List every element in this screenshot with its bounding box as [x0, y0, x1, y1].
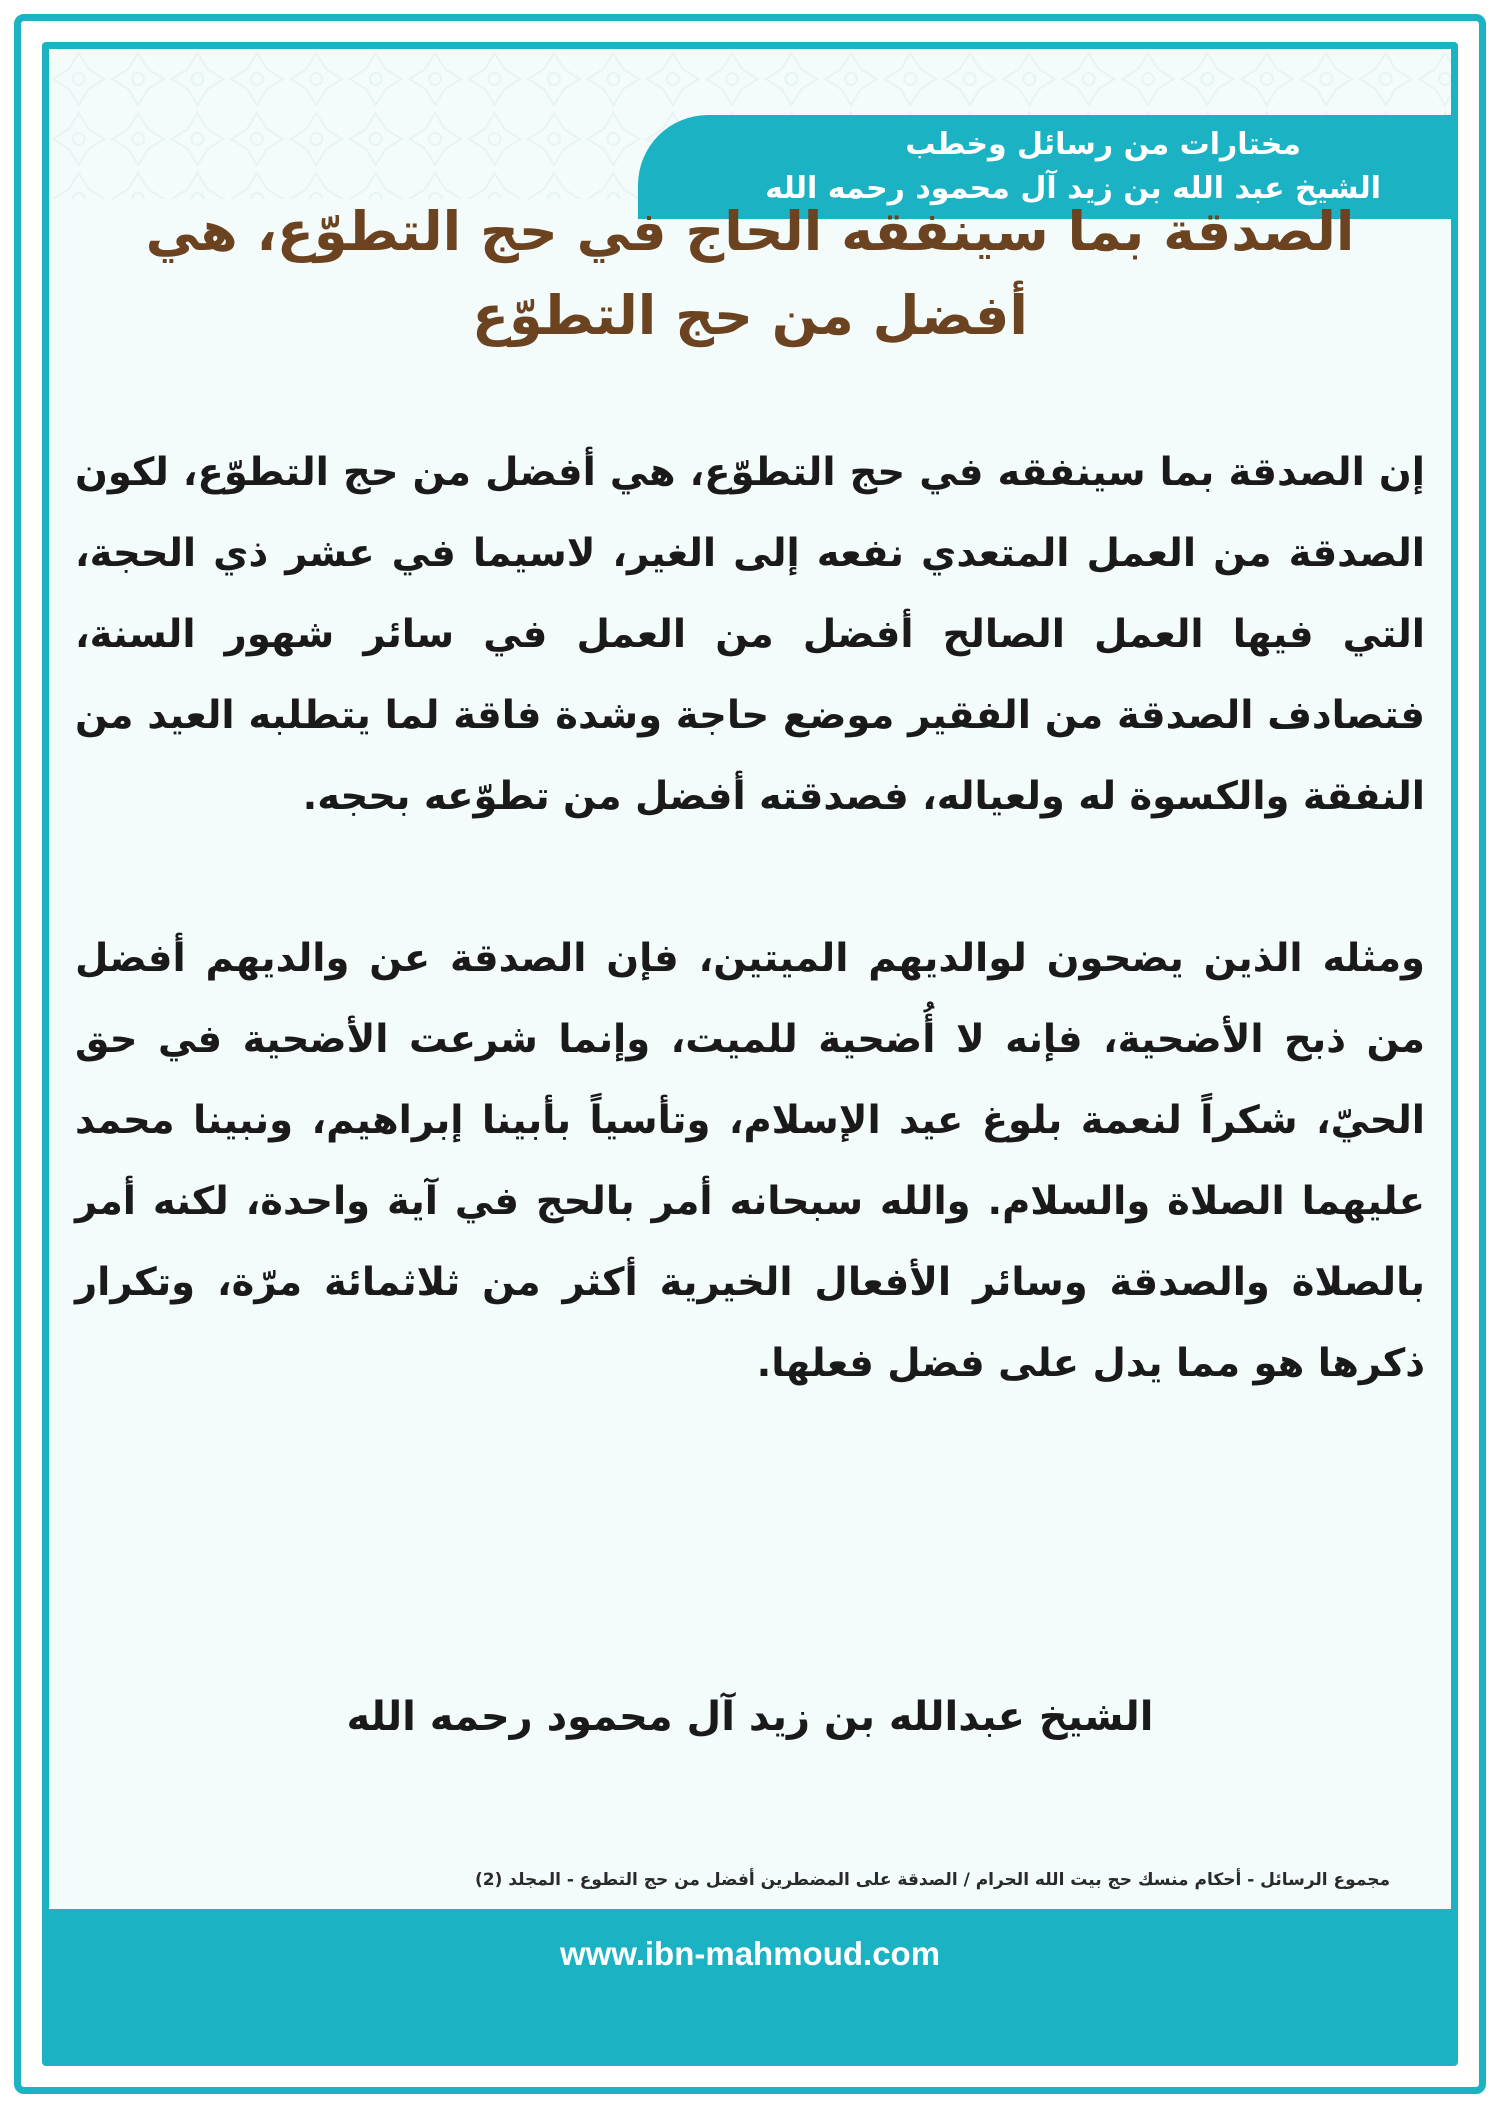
header-author: الشيخ عبد الله بن زيد آل محمود رحمه الله [765, 171, 1381, 206]
signature: الشيخ عبدالله بن زيد آل محمود رحمه الله [346, 1694, 1154, 1740]
article-body [75, 432, 1425, 1404]
paragraph-2: ومثله الذين يضحون لوالديهم الميتين، فإن الصدقة عن والديهم أفضل من ذبح الأضحية، فإنه لا أُضحية للميت، وإنما شرعت الأضحية في حق الحيّ، شكراً لنعمة بلوغ عيد الإسلام، وتأسياً بأبينا إبراهيم، ونبينا محمد عليهما الصلاة والسلام. والله سبحانه أمر بالحج في آية واحدة، لكنه أمر بالصلاة والصدقة وسائر الأفعال الخيرية أكثر من ثلاثمائة مرّة، وتكرار ذكرها هو مما يدل على فضل فعلها. [75, 936, 1425, 1386]
source-reference: مجموع الرسائل - أحكام منسك حج بيت الله الحرام / الصدقة على المضطرين أفضل من حج التطوع - المجلد (2) [474, 1870, 1390, 1890]
paragraph-1: إن الصدقة بما سينفقه في حج التطوّع، هي أفضل من حج التطوّع، لكون الصدقة من العمل المتعدي نفعه إلى الغير، لاسيما في عشر ذي الحجة، التي فيها العمل الصالح أفضل من العمل في سائر شهور السنة، فتصادف الصدقة من الفقير موضع حاجة وشدة فاقة لما يتطلبه العيد من النفقة والكسوة له ولعياله، فصدقته أفضل من تطوّعه بحجه. [75, 450, 1425, 819]
website-link[interactable]: www.ibn-mahmoud.com [559, 1935, 941, 1972]
header-collection-title: مختارات من رسائل وخطب [905, 127, 1301, 162]
article-title: الصدقة بما سينفقه الحاج في حج التطوّع، هي أفضل من حج التطوّع [145, 200, 1355, 347]
